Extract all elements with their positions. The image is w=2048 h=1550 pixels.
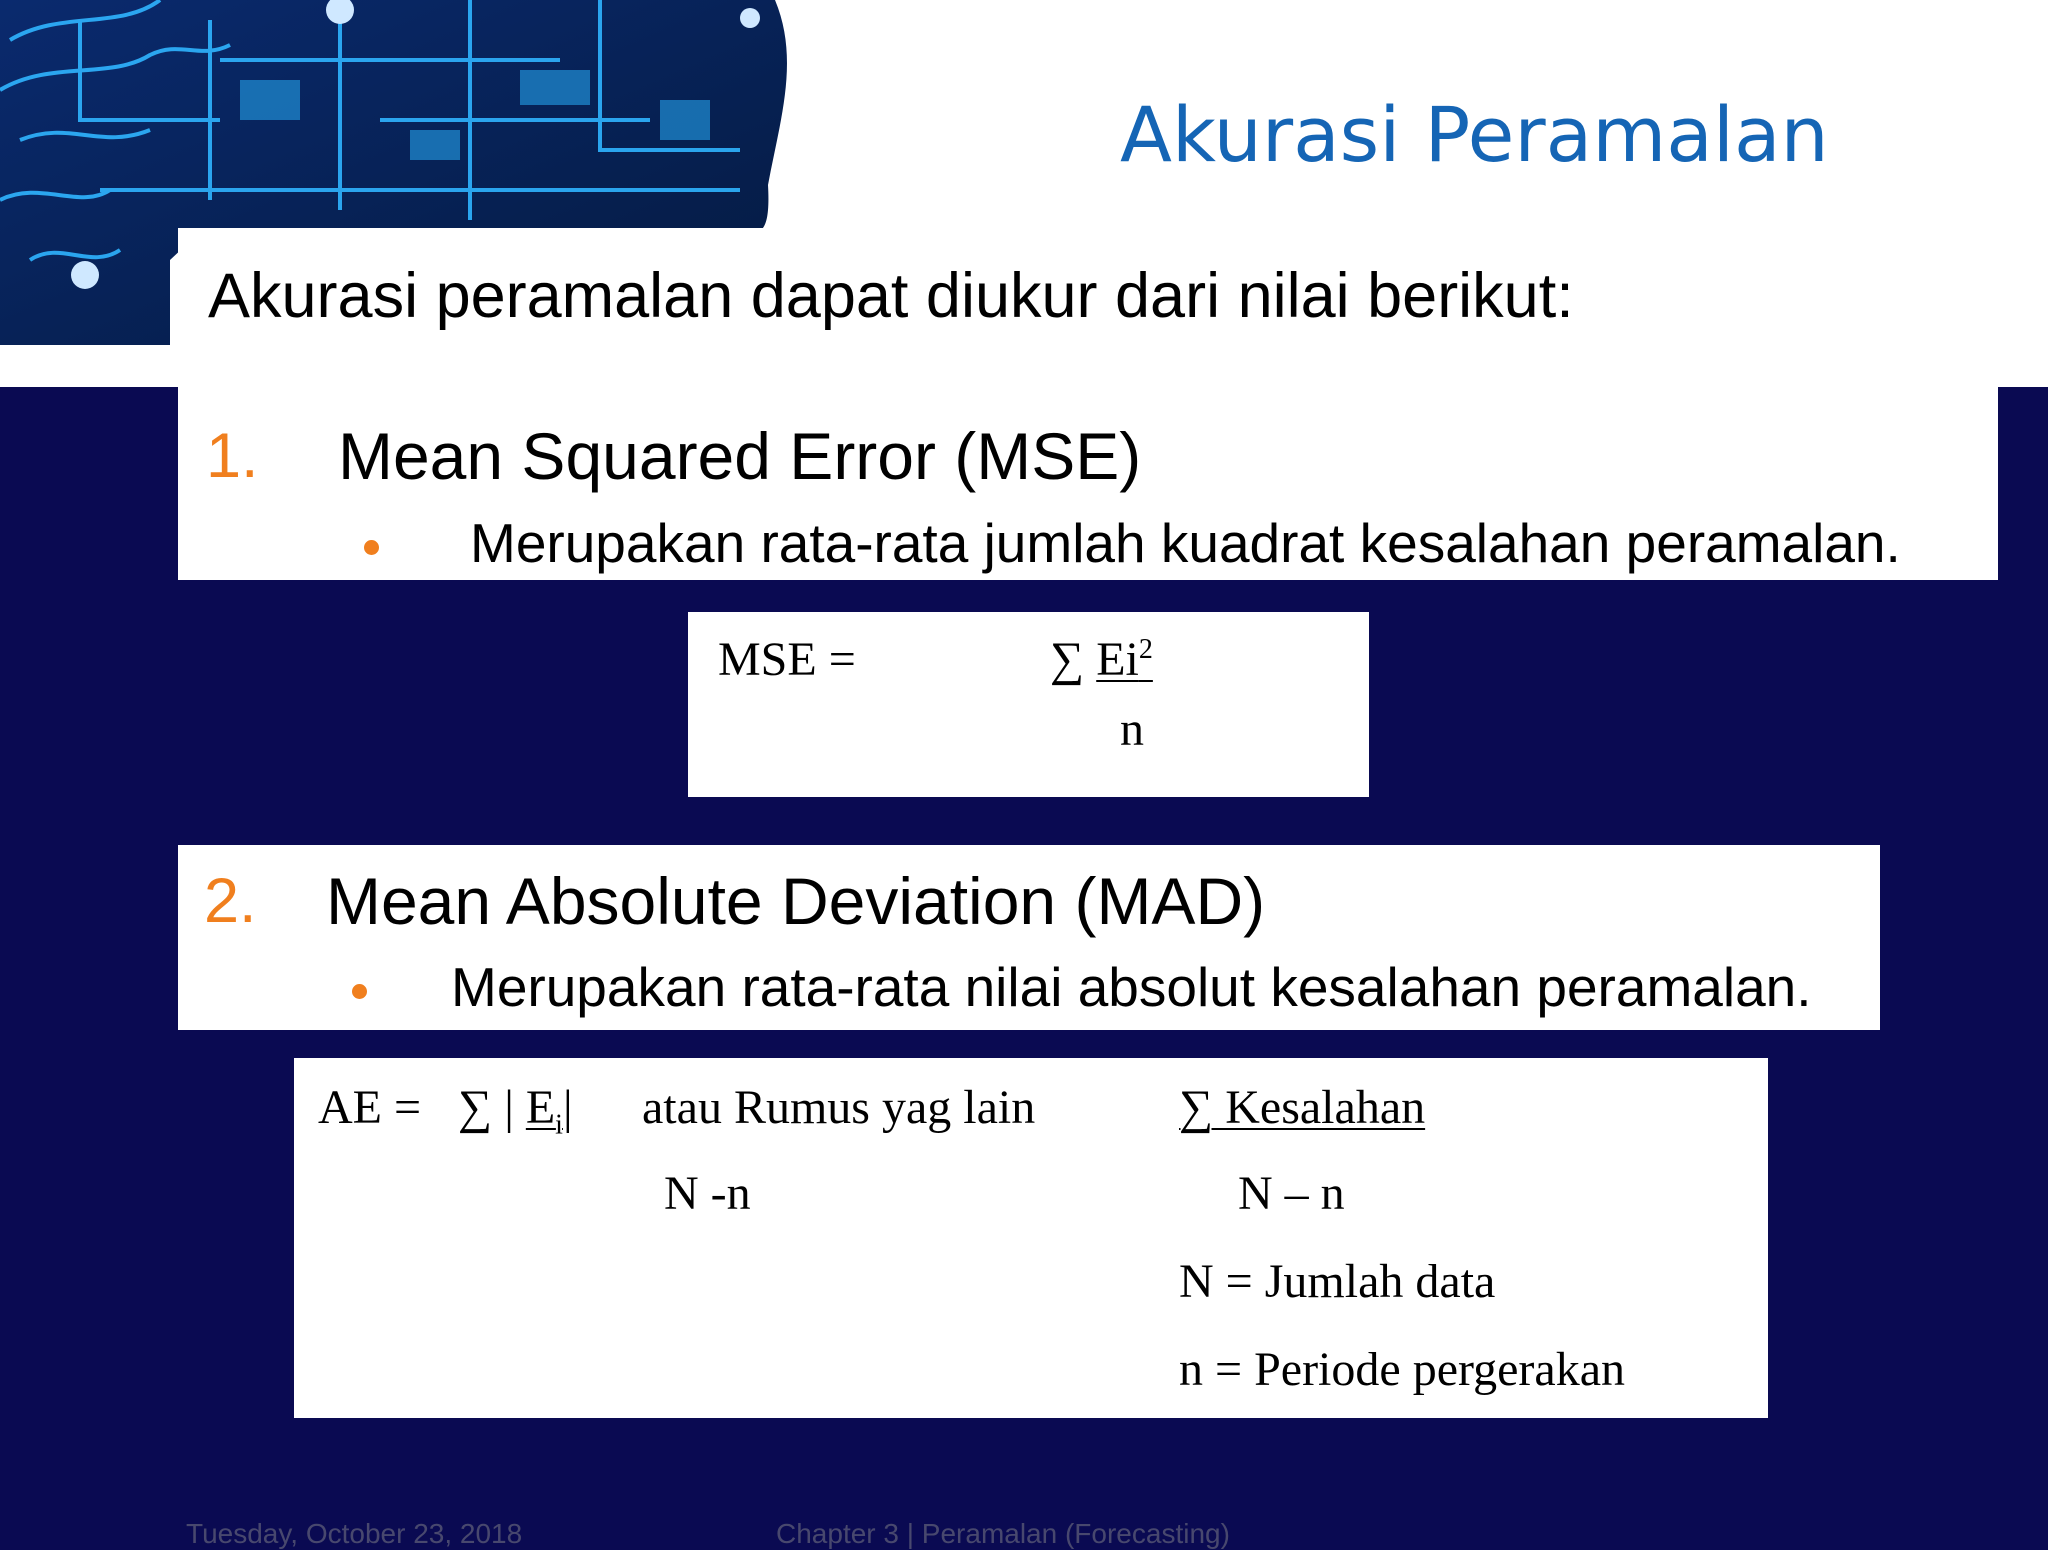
mad-panel xyxy=(178,845,1880,1030)
ae-label: AE = xyxy=(318,1081,422,1134)
item-bullet-mad: Merupakan rata-rata nilai absolut kesalahan peramalan. xyxy=(451,956,1812,1018)
footer xyxy=(0,1518,2048,1548)
item-bullet-mse: Merupakan rata-rata jumlah kuadrat kesalahan peramalan. xyxy=(470,512,1901,574)
mse-label: MSE = xyxy=(718,633,856,686)
ae-numerator: ∑ | $E_i|$ xyxy=(458,1081,573,1141)
alt-denominator: N – n xyxy=(1238,1167,1345,1220)
definition-n: n = Periode pergerakan xyxy=(1179,1343,1626,1396)
mad-formula xyxy=(294,1058,1768,1418)
ae-denominator: N -n xyxy=(664,1167,751,1220)
page-title: Akurasi Peramalan xyxy=(1120,90,1829,179)
bullet-dot xyxy=(352,984,367,999)
footer-chapter: Chapter 3 | Peramalan (Forecasting) xyxy=(776,1518,1230,1549)
intro-text: Akurasi peramalan dapat diukur dari nilai berikut: xyxy=(208,261,1574,331)
definition-N: N = Jumlah data xyxy=(1179,1255,1496,1308)
bullet-dot xyxy=(364,540,379,555)
item-heading-mse: Mean Squared Error (MSE) xyxy=(338,419,1142,493)
item-number: 2. xyxy=(204,866,257,936)
mse-denominator: n xyxy=(1120,703,1144,756)
alt-formula-text: atau Rumus yag lain xyxy=(642,1081,1036,1134)
intro-panel xyxy=(178,228,1998,580)
mse-formula xyxy=(688,612,1369,797)
alt-numerator: ∑ Kesalahan xyxy=(1179,1081,1426,1134)
mse-numerator: ∑ Ei$^2$ xyxy=(1050,633,1153,686)
footer-date: Tuesday, October 23, 2018 xyxy=(186,1518,523,1549)
item-heading-mad: Mean Absolute Deviation (MAD) xyxy=(326,864,1266,938)
item-number: 1. xyxy=(206,421,259,491)
